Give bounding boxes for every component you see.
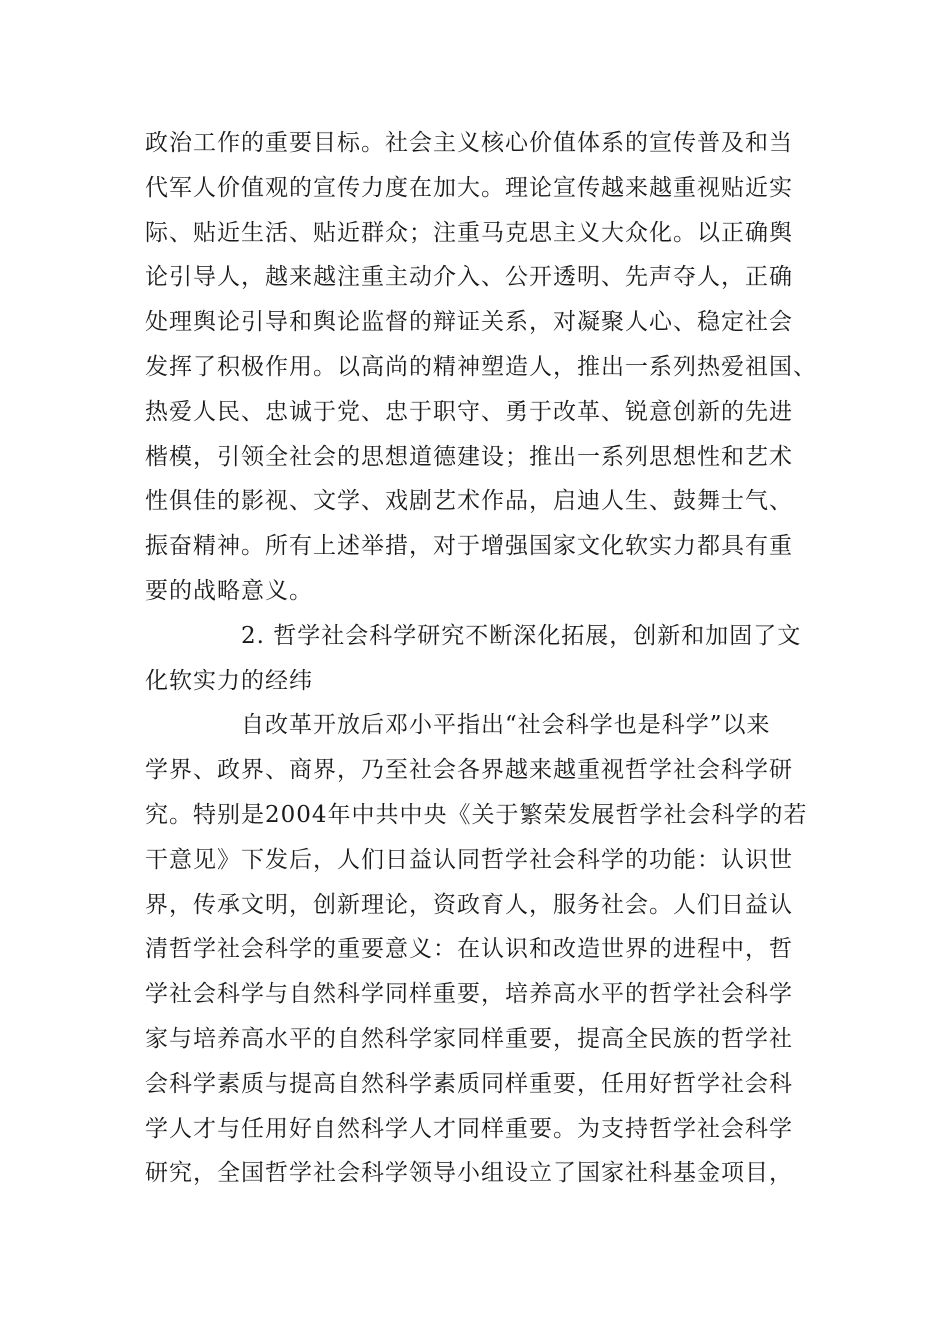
text-line: 学社会科学与自然科学同样重要，培养高水平的哲学社会科学 (145, 981, 793, 1008)
text-line: 干意见》下发后，人们日益认同哲学社会科学的功能：认识世 (145, 846, 793, 873)
text-line: 研究，全国哲学社会科学领导小组设立了国家社科基金项目， (145, 1160, 793, 1187)
section-heading-line: 化软实力的经纬 (145, 667, 313, 694)
text-line: 振奋精神。所有上述举措，对于增强国家文化软实力都具有重 (145, 533, 793, 560)
text-line: 处理舆论引导和舆论监督的辩证关系，对凝聚人心、稳定社会 (145, 309, 793, 336)
text-line: 论引导人，越来越注重主动介入、公开透明、先声夺人，正确 (145, 264, 793, 291)
text-line: 际、贴近生活、贴近群众；注重马克思主义大众化。以正确舆 (145, 219, 793, 246)
text-line: 性俱佳的影视、文学、戏剧艺术作品，启迪人生、鼓舞士气、 (145, 488, 793, 515)
paragraph-first-line: 自改革开放后邓小平指出“社会科学也是科学”以来 (241, 712, 771, 739)
text-line: 学人才与任用好自然科学人才同样重要。为支持哲学社会科学 (145, 1115, 793, 1142)
text-line: 楷模，引领全社会的思想道德建设；推出一系列思想性和艺术 (145, 443, 793, 470)
text-line: 清哲学社会科学的重要意义：在认识和改造世界的进程中，哲 (145, 936, 793, 963)
text-line: 要的战略意义。 (145, 577, 313, 604)
text-line: 学界、政界、商界，乃至社会各界越来越重视哲学社会科学研 (145, 757, 793, 784)
text-line: 究。特别是2004年中共中央《关于繁荣发展哲学社会科学的若 (145, 801, 808, 828)
section-heading-line: 2. 哲学社会科学研究不断深化拓展，创新和加固了文 (241, 622, 802, 649)
text-line: 代军人价值观的宣传力度在加大。理论宣传越来越重视贴近实 (145, 174, 793, 201)
text-line: 热爱人民、忠诚于党、忠于职守、勇于改革、锐意创新的先进 (145, 398, 793, 425)
text-line: 会科学素质与提高自然科学素质同样重要，任用好哲学社会科 (145, 1070, 793, 1097)
text-line: 家与培养高水平的自然科学家同样重要，提高全民族的哲学社 (145, 1025, 793, 1052)
text-line: 发挥了积极作用。以高尚的精神塑造人，推出一系列热爱祖国、 (145, 353, 817, 380)
document-body (145, 121, 825, 1196)
text-line: 政治工作的重要目标。社会主义核心价值体系的宣传普及和当 (145, 130, 793, 156)
text-line: 界，传承文明，创新理论，资政育人，服务社会。人们日益认 (145, 891, 793, 918)
